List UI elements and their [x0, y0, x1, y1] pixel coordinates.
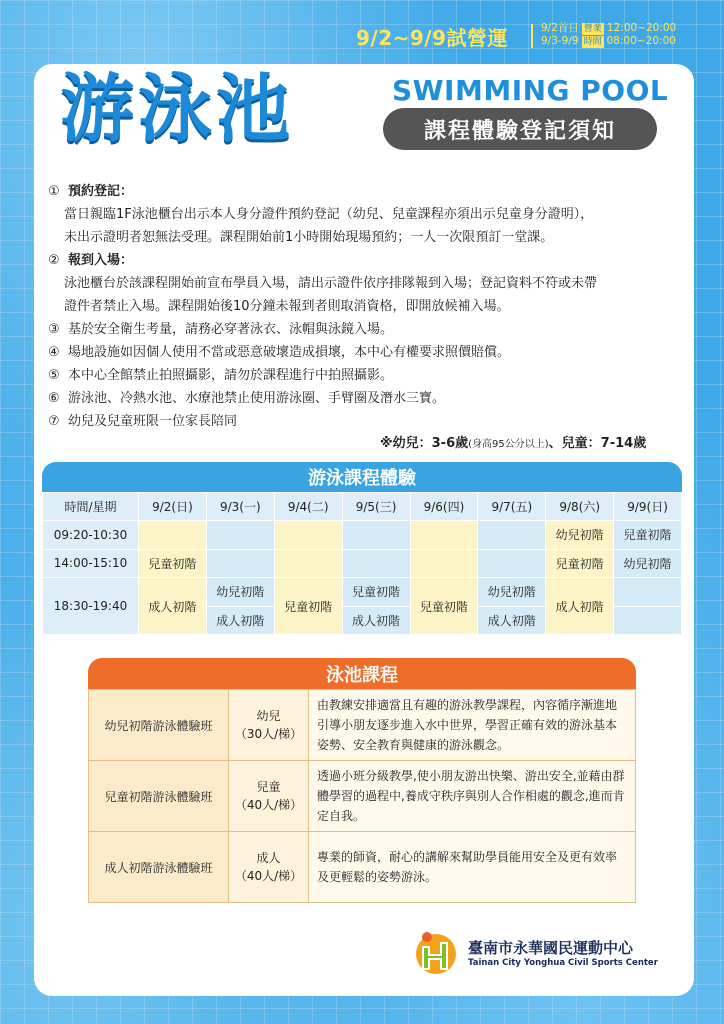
note-text: 幼兒及兒童班限一位家長陪同 [68, 414, 238, 429]
schedule-cell: 幼兒初階 [478, 578, 546, 607]
page-title: 游泳池 [60, 66, 294, 152]
note-item [48, 341, 688, 364]
schedule-cell [206, 549, 274, 578]
course-size: （40人/梯） [234, 869, 303, 883]
schedule-title: 游泳課程體驗 [42, 462, 682, 492]
schedule-cell [342, 549, 410, 578]
schedule-cell [410, 521, 478, 550]
course-description: 由教練安排適當且有趣的游泳教學課程，內容循序漸進地引導小朋友逐步進入水中世界，學習正確有效的游泳基本姿勢、安全教育與健康的游泳觀念。 [309, 690, 636, 761]
schedule-cell: 幼兒初階 [614, 549, 682, 578]
schedule-cell: 成人初階 [342, 606, 410, 635]
schedule-cell: 兒童初階 [546, 549, 614, 578]
schedule-cell [274, 549, 342, 578]
note-number: ③ [48, 322, 60, 337]
note-text: 證件者禁止入場。課程開始後10分鐘未報到者則取消資格，即開放候補入場。 [64, 299, 510, 314]
sports-center-logo-icon [412, 928, 460, 976]
course-row [89, 690, 636, 761]
schedule-header-row [43, 493, 682, 521]
course-name: 成人初階游泳體驗班 [89, 832, 229, 903]
courses-table [88, 689, 636, 903]
trial-run-banner: 9/2~9/9試營運 [356, 26, 509, 50]
schedule-table [42, 492, 682, 635]
hours-time: 12:00~20:00 [606, 22, 677, 34]
organization-name-cn: 臺南市永華國民運動中心 [468, 938, 634, 957]
note-text: 本中心全館禁止拍照攝影，請勿於課程進行中拍照攝影。 [68, 368, 394, 383]
hours-days: 9/3-9/9 [541, 35, 579, 47]
schedule-row [43, 549, 682, 578]
schedule-cell [614, 606, 682, 635]
schedule-cell: 幼兒初階 [546, 521, 614, 550]
courses-title: 泳池課程 [88, 658, 636, 689]
hours-label: 營業 [583, 23, 602, 34]
schedule-day: 9/3(一) [206, 493, 274, 521]
course-description: 專業的師資，耐心的講解來幫助學員能用安全及更有效率及更輕鬆的姿勢游泳。 [309, 832, 636, 903]
schedule-cell [478, 521, 546, 550]
note-text: 游泳池、冷熱水池、水療池禁止使用游泳圈、手臂圈及潛水三寶。 [68, 391, 446, 406]
note-text: 基於安全衛生考量，請務必穿著泳衣、泳帽與泳鏡入場。 [68, 322, 394, 337]
course-group: 幼兒 [256, 709, 281, 723]
page-subtitle: 課程體驗登記須知 [383, 108, 657, 150]
schedule-row [43, 578, 682, 607]
note-item [48, 249, 688, 318]
schedule-day: 9/7(五) [478, 493, 546, 521]
schedule-day: 9/5(三) [342, 493, 410, 521]
schedule-cell [478, 549, 546, 578]
note-number: ① [48, 184, 60, 199]
hours-days: 9/2首日 [541, 22, 579, 34]
schedule-cell: 兒童初階 [274, 578, 342, 635]
organization-name-en: Tainan City Yonghua Civil Sports Center [468, 957, 658, 968]
hours-label: 時間 [583, 36, 602, 47]
schedule-cell: 兒童初階 [614, 521, 682, 550]
schedule-row [43, 521, 682, 550]
note-number: ④ [48, 345, 60, 360]
schedule-day: 9/9(日) [614, 493, 682, 521]
hours-row [541, 22, 676, 35]
schedule-cell: 幼兒初階 [206, 578, 274, 607]
note-number: ⑤ [48, 368, 60, 383]
note-text: 場地設施如因個人使用不當或惡意破壞造成損壞，本中心有權要求照價賠償。 [68, 345, 511, 360]
organization-logo [412, 928, 658, 976]
schedule-cell [342, 521, 410, 550]
schedule-time: 18:30-19:40 [43, 578, 139, 635]
organization-name [468, 937, 658, 968]
schedule-time: 09:20-10:30 [43, 521, 139, 550]
course-capacity [229, 761, 309, 832]
schedule-cell: 兒童初階 [139, 549, 207, 578]
schedule-cell [274, 521, 342, 550]
note-heading: 預約登記： [68, 184, 134, 199]
note-item [48, 387, 688, 410]
page-title-english: SWIMMING POOL [392, 74, 669, 107]
schedule-cell: 兒童初階 [410, 578, 478, 635]
schedule-cell [206, 521, 274, 550]
note-text: 泳池櫃台於該課程開始前宣布學員入場，請出示證件依序排隊報到入場；登記資料不符或未帶 [64, 276, 598, 291]
course-size: （30人/梯） [234, 727, 303, 741]
course-row [89, 832, 636, 903]
course-group: 兒童 [256, 780, 281, 794]
course-capacity [229, 690, 309, 761]
hours-time: 08:00~20:00 [606, 35, 676, 47]
schedule-day: 9/6(四) [410, 493, 478, 521]
note-item [48, 318, 688, 341]
schedule-cell [614, 578, 682, 607]
schedule-time: 14:00-15:10 [43, 549, 139, 578]
schedule-day: 9/4(二) [274, 493, 342, 521]
note-text: 當日親臨1F泳池櫃台出示本人身分證件預約登記（幼兒、兒童課程亦須出示兒童身分證明）， [64, 207, 594, 222]
schedule-cell: 成人初階 [139, 578, 207, 635]
note-item [48, 364, 688, 387]
age-definition-note [380, 432, 646, 451]
note-number: ⑦ [48, 414, 60, 429]
schedule-header-time: 時間/星期 [43, 493, 139, 521]
course-row [89, 761, 636, 832]
schedule-day: 9/8(六) [546, 493, 614, 521]
schedule-cell: 兒童初階 [342, 578, 410, 607]
course-name: 兒童初階游泳體驗班 [89, 761, 229, 832]
age-note-suffix: 、兒童：7-14歲 [548, 436, 647, 451]
hours-row [541, 35, 676, 48]
age-note-height: (身高95公分以上) [468, 439, 549, 450]
note-item [48, 180, 688, 249]
schedule-cell: 成人初階 [478, 606, 546, 635]
note-number: ⑥ [48, 391, 60, 406]
note-text: 未出示證明者恕無法受理。課程開始前1小時開始現場預約；一人一次限預訂一堂課。 [64, 230, 554, 245]
schedule-cell: 成人初階 [206, 606, 274, 635]
note-item [48, 410, 688, 433]
course-group: 成人 [256, 851, 281, 865]
course-size: （40人/梯） [234, 798, 303, 812]
note-number: ② [48, 253, 60, 268]
course-name: 幼兒初階游泳體驗班 [89, 690, 229, 761]
course-capacity [229, 832, 309, 903]
age-note-prefix: ※幼兒：3-6歲 [380, 436, 469, 451]
note-heading: 報到入場： [68, 253, 134, 268]
course-description: 透過小班分級教學,使小朋友游出快樂、游出安全,並藉由群體學習的過程中,養成守秩序與別人合作相處的觀念,進而肯定自我。 [309, 761, 636, 832]
header-divider [531, 24, 533, 48]
schedule-cell [410, 549, 478, 578]
schedule-day: 9/2(日) [139, 493, 207, 521]
schedule-cell: 成人初階 [546, 578, 614, 635]
opening-hours [541, 22, 676, 48]
registration-notes [48, 180, 688, 433]
schedule-cell [139, 521, 207, 550]
